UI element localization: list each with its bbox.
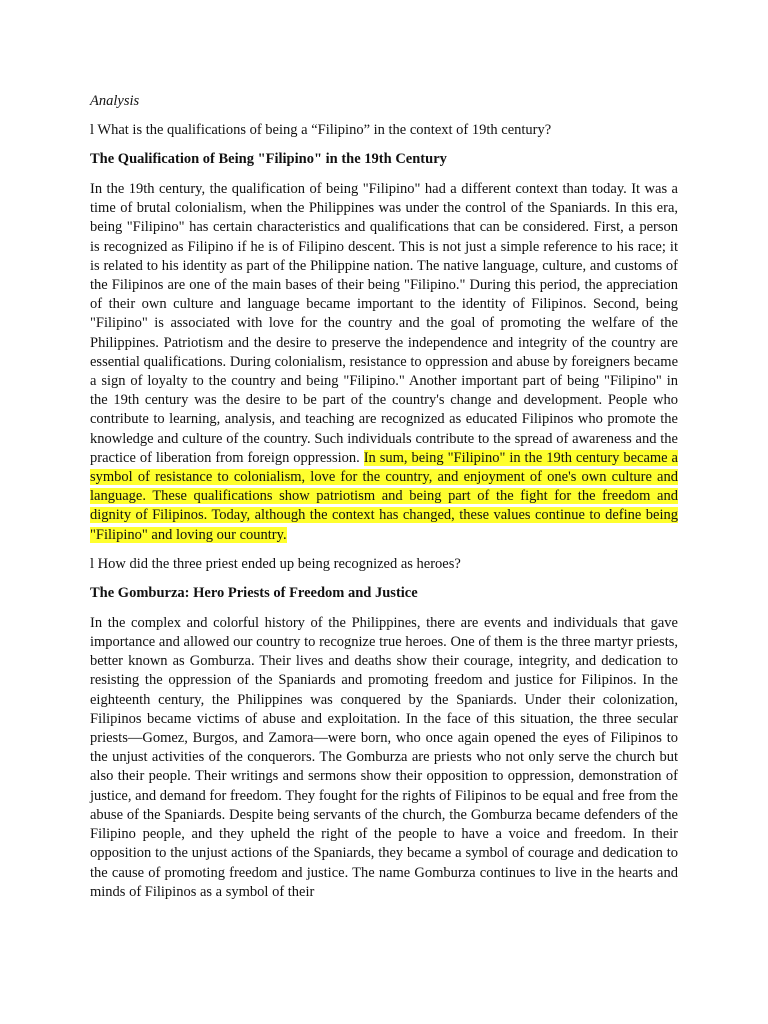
question-1: l What is the qualifications of being a “Filipino” in the context of 19th century? xyxy=(90,122,552,138)
section-heading-2: The Gomburza: Hero Priests of Freedom and Justice xyxy=(90,584,418,601)
section-heading-1: The Qualification of Being "Filipino" in the 19th Century xyxy=(90,151,447,167)
question-2: l How did the three priest ended up being recognized as heroes? xyxy=(90,555,461,572)
section-body-1 xyxy=(90,180,678,545)
section-body-2: In the complex and colorful history of the Philippines, there are events and individuals that gave importance and allowed our country to recognize true heroes. One of them is the three martyr priests, better known as Gomburza. Their lives and deaths show their courage, integrity, and dedication to resisting the oppression of the Spaniards and promoting freedom and justice for Filipinos. In the eighteenth century, the Philippines was conquered by the Spaniards. Under their colonization, Filipinos became victims of abuse and exploitation. In the face of this situation, the three secular priests—Gomez, Burgos, and Zamora—were born, who once again opened the eyes of Filipinos to the unjust activities of the conquerors. The Gomburza are priests who not only serve the church but also their people. Their writings and sermons show their opposition to oppression, demonstration of justice, and demand for freedom. They fought for the rights of Filipinos to be equal and free from the abuse of the Spaniards. Despite being servants of the church, the Gomburza became defenders of the Filipino people, and they upheld the right of the people to have a voice and freedom. In their opposition to the unjust actions of the Spaniards, they became a symbol of courage and dedication to the cause of promoting freedom and justice. The name Gomburza continues to live in the hearts and minds of Filipinos as a symbol of their xyxy=(90,614,678,900)
analysis-label: Analysis xyxy=(90,93,140,109)
highlighted-text: In sum, being "Filipino" in the 19th century became a symbol of resistance to colonialism, love for the country, and enjoyment of one's own culture and language. These qualifications show patriotism and being part of the fight for the freedom and dignity of Filipinos. Today, although the context has changed, these values continue to define being "Filipino" and loving our country. xyxy=(90,449,678,543)
body-text-1: In the 19th century, the qualification of being "Filipino" had a different context than today. It was a time of brutal colonialism, when the Philippines was under the control of the Spaniards. In this era, being "Filipino" has certain characteristics and qualifications that can be considered. First, a person is recognized as Filipino if he is of Filipino descent. This is not just a simple reference to his race; it is related to his identity as part of the Philippine nation. The native language, culture, and customs of the Filipinos are one of the main bases of their being "Filipino." During this period, the appreciation of their own culture and language became important to the identity of Filipinos. Second, being "Filipino" is associated with love for the country and the goal of promoting the welfare of the Philippines. Patriotism and the desire to preserve the independence and integrity of the country are essential qualifications. During colonialism, resistance to oppression and abuse by foreigners became a sign of loyalty to the country and being "Filipino." Another important part of being "Filipino" in the 19th century was the desire to be part of the country's change and development. People who contribute to learning, analysis, and teaching are recognized as educated Filipinos who promote the knowledge and culture of the country. Such individuals contribute to the spread of awareness and the practice of liberation from foreign oppression. xyxy=(90,181,678,466)
